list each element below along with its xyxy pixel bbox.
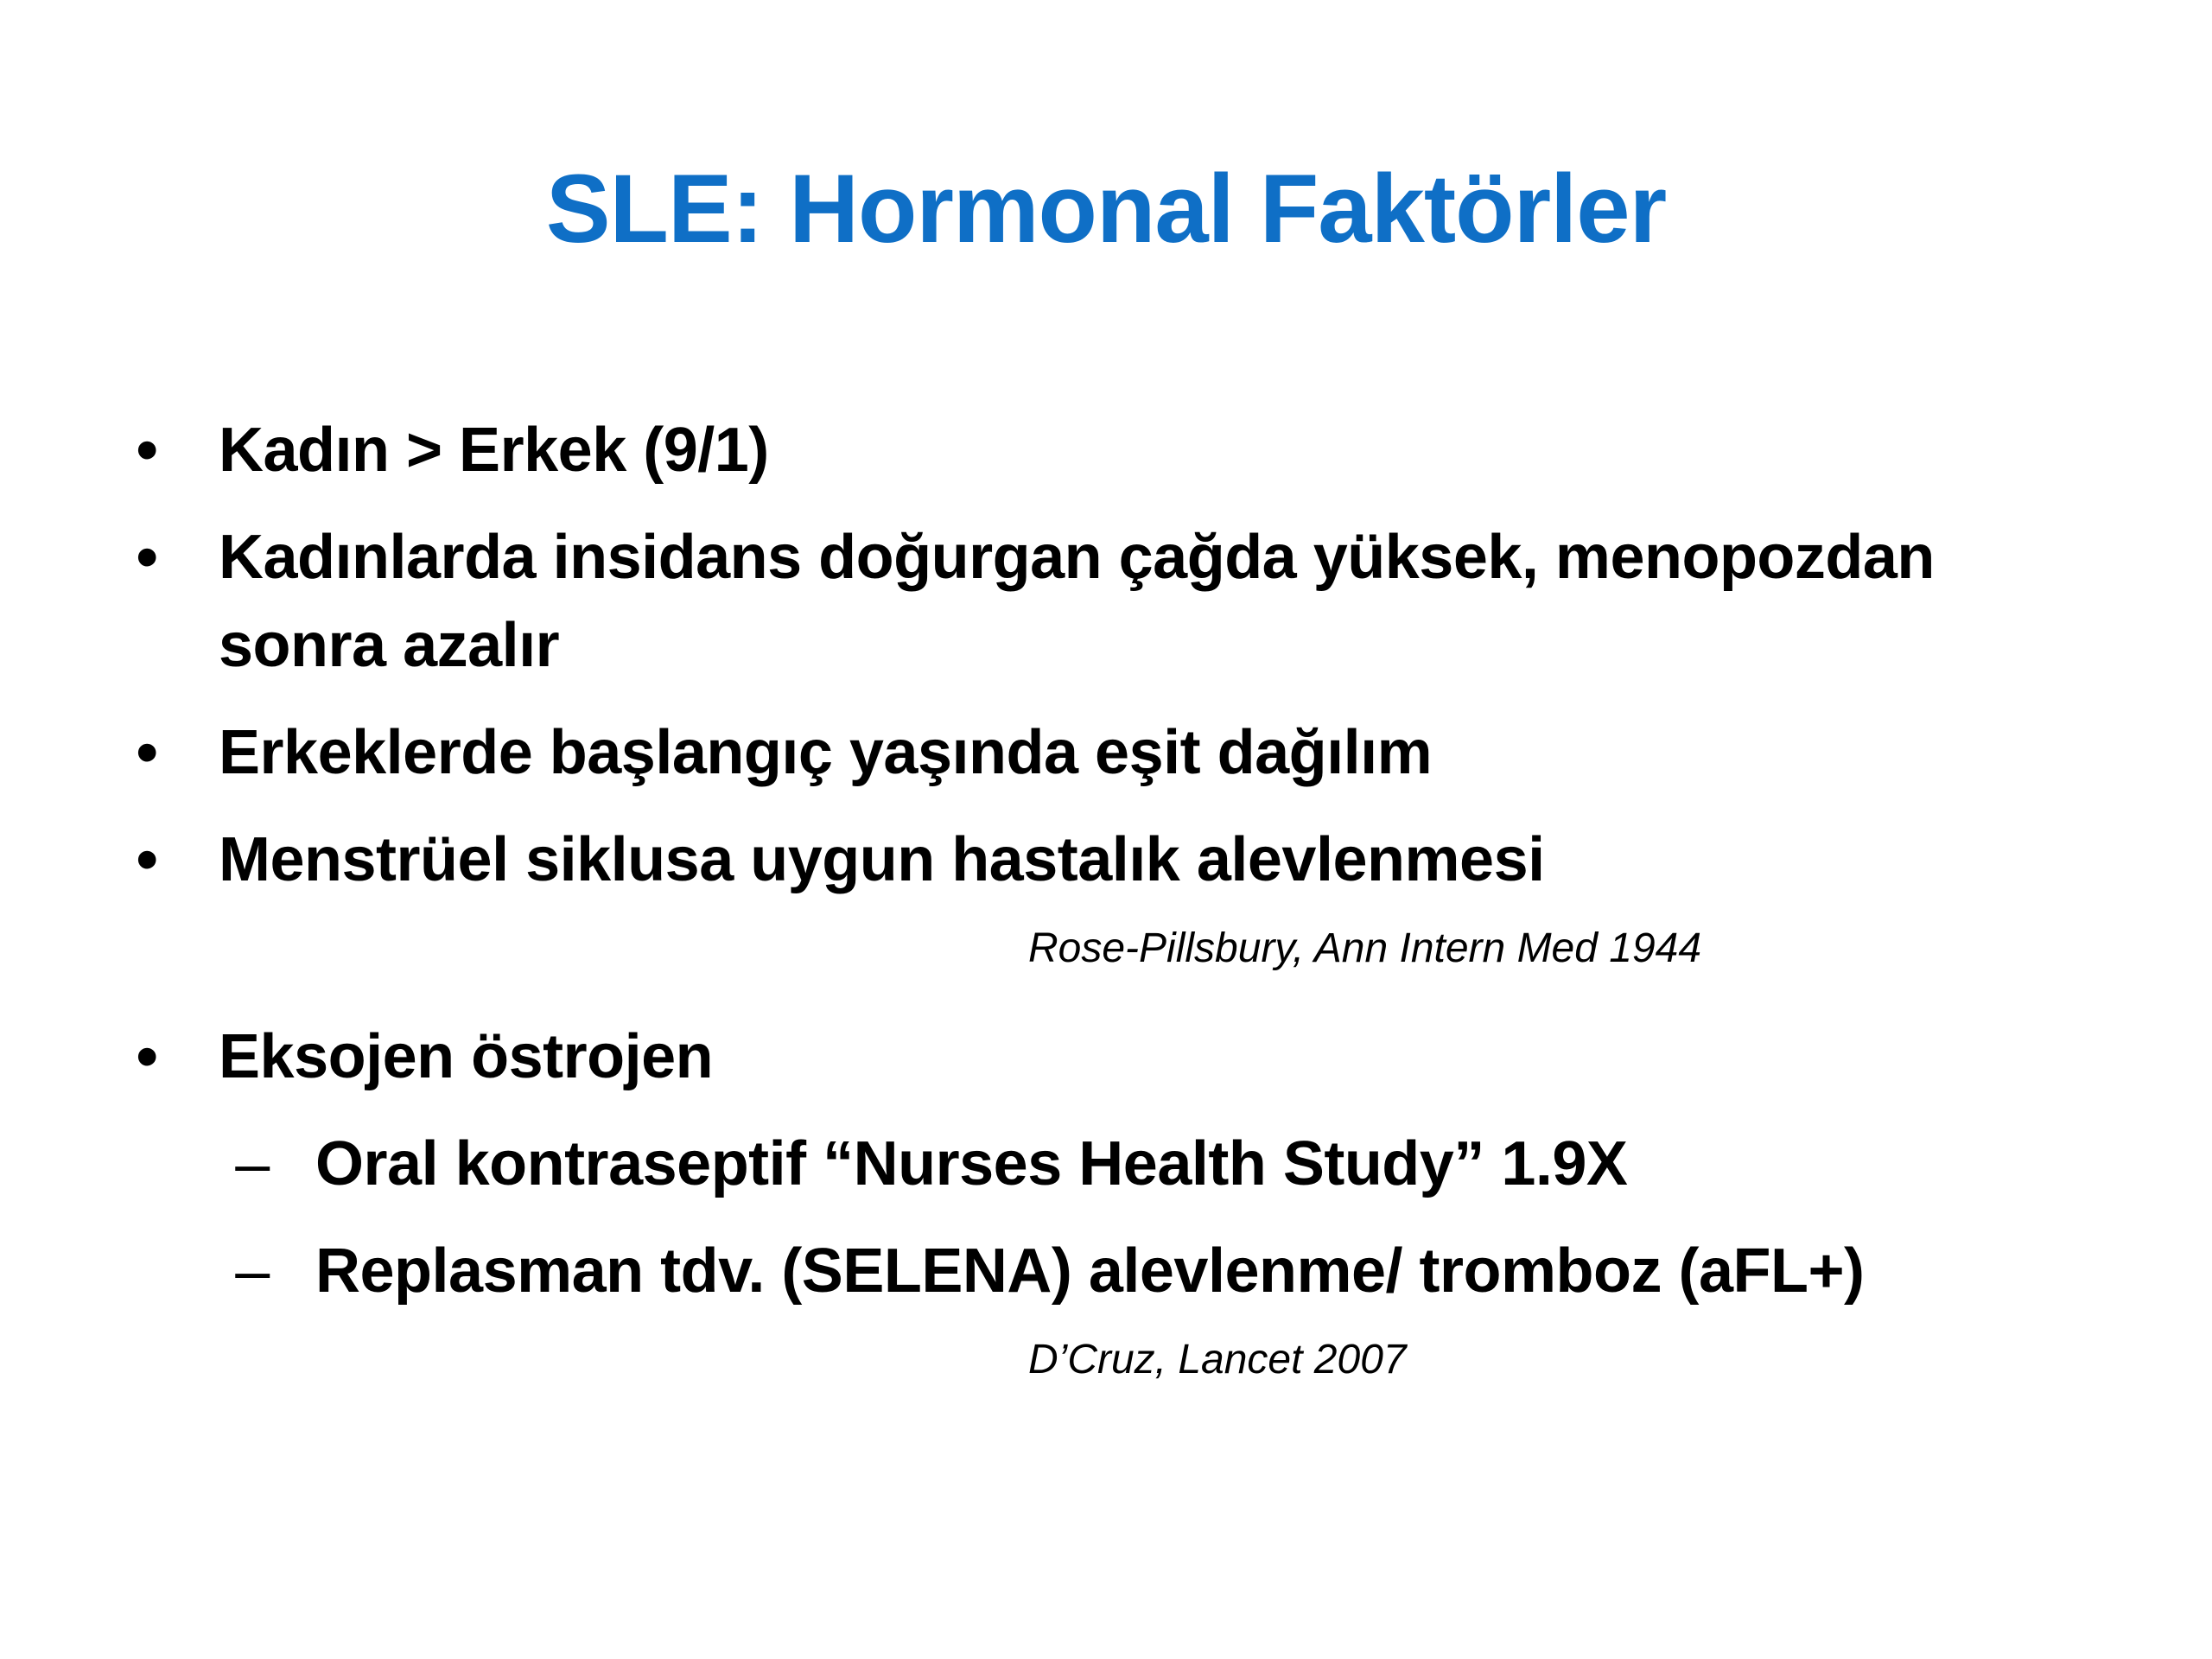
bullet-item <box>130 709 2117 797</box>
bullet-item <box>130 1013 2117 1101</box>
bullet-text: Kadınlarda insidans doğurgan çağda yüksek, menopozdan sonra azalır <box>219 523 1935 680</box>
bullet-item <box>130 406 2117 494</box>
bullet-marker: • <box>136 416 158 485</box>
bullet-text: Eksojen östrojen <box>219 1022 714 1091</box>
bullet-item <box>130 816 2117 904</box>
sub-bullet-text: Oral kontraseptif “Nurses Health Study” 1.9X <box>315 1129 1628 1198</box>
sub-bullet-text: Replasman tdv. (SELENA) alevlenme/ tromboz (aFL+) <box>315 1236 1865 1306</box>
bullet-item <box>130 513 2117 690</box>
slide-content <box>130 406 2117 1386</box>
dash-marker: – <box>235 1236 270 1306</box>
bullet-text: Kadın > Erkek (9/1) <box>219 416 769 485</box>
bullet-marker: • <box>136 523 158 592</box>
bullet-text: Erkeklerde başlangıç yaşında eşit dağılım <box>219 718 1433 787</box>
bullet-marker: • <box>136 1022 158 1091</box>
citation: D’Cruz, Lancet 2007 <box>1028 1337 1407 1382</box>
sub-bullet-item <box>130 1227 2117 1315</box>
sub-bullet-item <box>130 1120 2117 1208</box>
bullet-marker: • <box>136 825 158 894</box>
bullet-text: Menstrüel siklusa uygun hastalık alevlenmesi <box>219 825 1545 894</box>
dash-marker: – <box>235 1129 270 1198</box>
citation: Rose-Pillsbury, Ann Intern Med 1944 <box>1028 925 1702 971</box>
slide-title: SLE: Hormonal Faktörler <box>545 155 1667 263</box>
bullet-marker: • <box>136 718 158 787</box>
